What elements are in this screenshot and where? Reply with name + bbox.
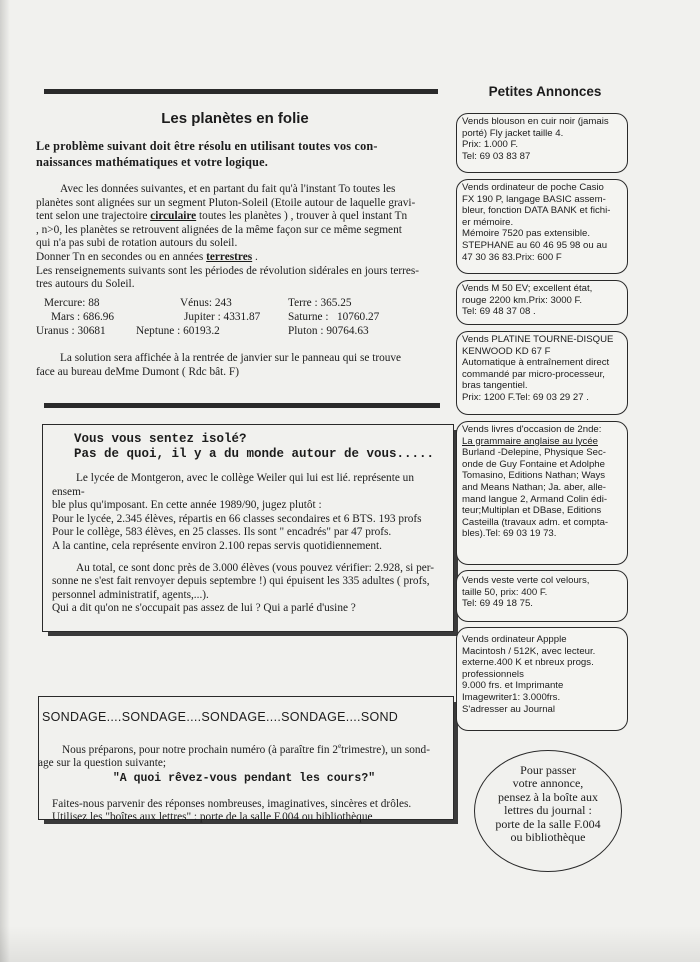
planet-period: 10760.27 — [336, 311, 380, 323]
ad-veste — [456, 570, 628, 622]
sondage-body — [38, 740, 450, 825]
bubble-line: pensez à la boîte aux — [498, 789, 598, 804]
annonce-bubble-text — [474, 764, 622, 844]
period-pluton: Pluton : 90764.63 — [288, 325, 369, 337]
ad-line: Vends veste verte col velours, — [462, 575, 590, 586]
planet-name: Terre — [288, 297, 312, 309]
planet-period: 686.96 — [83, 311, 115, 323]
superscript: e — [338, 742, 342, 750]
ad-line: KENWOOD KD 67 F — [462, 345, 551, 357]
text-line: Utilisez les "boîtes aux lettres" : porte de la salle F.004 ou bibliothèque — [52, 811, 373, 824]
ad-line: La grammaire anglaise au lycée — [462, 435, 598, 447]
ad-line: Tel: 69 49 18 75. — [462, 598, 533, 610]
ad-line: Prix: 1200 F.Tel: 69 03 29 27 . — [462, 391, 589, 403]
planet-name: Saturne — [288, 311, 323, 323]
ad-line: Casteilla (travaux adm. et compta- — [462, 516, 609, 528]
isole-paragraph — [52, 562, 444, 616]
text-line — [36, 210, 441, 224]
bubble-line: lettres du journal : — [504, 803, 592, 818]
heading-line: Vous vous sentez isolé? — [74, 432, 247, 446]
planet-name: Neptune — [136, 325, 175, 337]
planetes-title: Les planètes en folie — [161, 110, 309, 127]
underlined-word: terrestres — [206, 250, 253, 263]
bubble-line: porte de la salle F.004 — [495, 816, 601, 831]
ad-line: Vends blouson en cuir noir (jamais — [462, 116, 609, 127]
text-line: Au total, ce sont donc près de 3.000 élèves (vous pouvez vérifier: 2.928, si per- — [76, 561, 435, 574]
ad-line: porté) Fly jacket taille 4. — [462, 127, 564, 139]
ad-line: S'adresser au Journal — [462, 703, 556, 715]
ad-line: onde de Guy Fontaine et Adolphe — [462, 458, 605, 470]
ad-line: bras tangentiel. — [462, 380, 528, 392]
period-mars: Mars : 686.96 — [51, 311, 115, 323]
period-jupiter: Jupiter : 4331.87 — [184, 311, 261, 323]
ad-line: taille 50, prix: 400 F. — [462, 586, 548, 598]
ad-line: er mémoire. — [462, 216, 514, 228]
ad-line: and Means Nathan; Ja. aber, alle- — [462, 481, 606, 493]
period-venus: Vénus: 243 — [180, 297, 232, 309]
text-span: trimestre), un sond- — [341, 743, 430, 756]
ad-line: commandé par micro-processeur, — [462, 368, 605, 380]
text-line: qui n'a pas subi de rotation autours du soleil. — [36, 237, 238, 250]
text-line: Qui a dit qu'on ne s'occupait pas assez de lui ? Qui a parlé d'usine ? — [52, 602, 356, 615]
text-line: Faites-nous parvenir des réponses nombreuses, imaginatives, sincères et drôles. — [52, 797, 412, 810]
ad-macintosh — [456, 627, 628, 731]
solution-note — [36, 352, 441, 379]
ad-line: Macintosh / 512K, avec lecteur. — [462, 645, 596, 657]
text-line: Le lycée de Montgeron, avec le collège Weiler qui lui est lié. représente un ensem- — [52, 472, 414, 498]
annonces-title: Petites Annonces — [488, 84, 602, 99]
intro-line: naissances mathématiques et votre logique. — [36, 155, 268, 169]
period-mercure: Mercure: 88 — [44, 297, 100, 309]
ad-line: FX 190 P, langage BASIC assem- — [462, 193, 606, 205]
planet-period: 90764.63 — [326, 325, 369, 337]
isole-heading — [74, 432, 434, 462]
planet-name: Jupiter — [184, 311, 215, 323]
text-span: toutes les planètes ) , trouver à quel instant Tn — [196, 210, 408, 223]
text-line: , n>0, les planètes se retrouvent alignées de la même façon sur ce même segment — [36, 223, 402, 236]
ad-line: Vends PLATINE TOURNE-DISQUE — [462, 334, 614, 345]
planet-period: 88 — [88, 297, 100, 309]
text-line: Les renseignements suivants sont les périodes de révolution sidérales en jours terres- — [36, 264, 420, 277]
text-line: age sur la question suivante; — [38, 757, 167, 770]
planet-period: 365.25 — [320, 297, 352, 309]
ad-line: Tomasino, Editions Nathan; Ways — [462, 470, 606, 482]
ad-line: Tel: 69 03 83 87 — [462, 150, 531, 162]
ad-livres — [456, 421, 628, 565]
text-line: tres autours du Soleil. — [36, 278, 135, 291]
ad-line: Tel: 69 48 37 08 . — [462, 306, 536, 318]
ad-line: externe.400 K et nbreux progs. — [462, 657, 594, 669]
ad-blouson — [456, 113, 628, 173]
text-line — [36, 251, 441, 265]
text-span: Nous préparons, pour notre prochain numéro (à paraître fin 2 — [62, 743, 339, 756]
planet-period: 30681 — [77, 325, 106, 337]
page-bottom-shadow — [0, 926, 700, 962]
ad-line: Vends ordinateur de poche Casio — [462, 182, 604, 193]
planet-period: 4331.87 — [223, 311, 261, 323]
underlined-word: circulaire — [150, 210, 197, 223]
planet-period: 243 — [214, 297, 232, 309]
text-line: ble plus qu'imposant. En cette année 1989/90, jugez plutôt : — [52, 499, 322, 512]
period-uranus: Uranus : 30681 — [36, 325, 106, 337]
ad-line: Imagewriter1: 3.000frs. — [462, 691, 561, 703]
isole-body — [52, 472, 444, 622]
ad-line: bles).Tel: 69 03 19 73. — [462, 528, 557, 540]
text-line — [38, 740, 450, 757]
text-span: Donner Tn en secondes ou en années — [36, 250, 207, 263]
text-line: Pour le collège, 583 élèves, en 25 classes. Ils sont " encadrés" par 47 profs. — [52, 526, 392, 539]
sondage-banner: SONDAGE....SONDAGE....SONDAGE....SONDAGE....SOND — [42, 710, 399, 724]
planetes-paragraph — [36, 183, 441, 292]
text-line: La solution sera affichée à la rentrée de janvier sur le panneau qui se trouve — [60, 352, 402, 364]
planet-name: Uranus — [36, 325, 69, 337]
planet-name: Mercure — [44, 297, 83, 309]
text-span: tent selon une trajectoire — [36, 210, 151, 223]
ad-line: Vends livres d'occasion de 2nde: — [462, 424, 602, 435]
ad-moto — [456, 280, 628, 325]
text-line: A la cantine, cela représente environ 2.100 repas servis quotidiennement. — [52, 539, 383, 552]
top-rule — [44, 89, 438, 94]
planet-period: 60193.2 — [183, 325, 220, 337]
planet-name: Vénus — [180, 297, 209, 309]
planet-name: Pluton — [288, 325, 318, 337]
bubble-line: ou bibliothèque — [510, 830, 586, 845]
isole-paragraph — [52, 472, 444, 554]
text-line: face au bureau deMme Dumont ( Rdc bât. F) — [36, 365, 239, 378]
period-terre: Terre : 365.25 — [288, 297, 352, 309]
ad-line: Mémoire 7520 pas extensible. — [462, 228, 590, 240]
ad-line: 9.000 frs. et Imprimante — [462, 680, 564, 692]
ad-casio — [456, 179, 628, 274]
ad-line: mand langue 2, Armand Colin édi- — [462, 493, 608, 505]
bubble-line: Pour passer — [520, 763, 576, 777]
intro-line: Le problème suivant doit être résolu en utilisant toutes vos con- — [36, 139, 378, 153]
text-line: planètes sont alignées sur un segment Pluton-Soleil (Etoile autour de laquelle gravi- — [36, 196, 416, 209]
ad-line: bleur, fonction DATA BANK et fichi- — [462, 205, 611, 217]
heading-line: Pas de quoi, il y a du monde autour de vous..... — [74, 447, 435, 461]
ad-line: 47 30 36 83.Prix: 600 F — [462, 251, 562, 263]
text-line: sonne ne s'est fait renvoyer depuis septembre !) qui épuisent les 335 adultes ( profs, — [52, 575, 430, 588]
ad-line: Burland -Delepine, Physique Sec- — [462, 447, 606, 459]
ad-line: Vends ordinateur Appple — [462, 634, 567, 645]
ad-line: professionnels — [462, 668, 524, 680]
page-edge — [0, 0, 10, 962]
ad-line: rouge 2200 km.Prix: 3000 F. — [462, 294, 582, 306]
planet-name: Mars — [51, 311, 75, 323]
period-neptune: Neptune : 60193.2 — [136, 325, 220, 337]
ad-line: Vends M 50 EV; excellent état, — [462, 283, 593, 294]
text-line: personnel administratif, agents,...). — [52, 588, 209, 601]
text-span: . — [252, 250, 258, 263]
ad-line: teur;Multiplan et DBase, Editions — [462, 505, 602, 517]
ad-line: STEPHANE au 60 46 95 98 ou au — [462, 239, 608, 251]
mid-rule — [44, 403, 440, 408]
ad-platine — [456, 331, 628, 415]
text-line: Avec les données suivantes, et en partant du fait qu'à l'instant To toutes les — [60, 183, 396, 195]
sondage-question: "A quoi rêvez-vous pendant les cours?" — [112, 771, 376, 785]
ad-line: Prix: 1.000 F. — [462, 139, 518, 151]
bubble-line: votre annonce, — [512, 776, 584, 791]
text-line: Pour le lycée, 2.345 élèves, répartis en 66 classes secondaires et 6 BTS. 193 profs — [52, 512, 422, 525]
planetes-intro — [36, 138, 431, 170]
ad-line: Automatique à entraînement direct — [462, 357, 610, 369]
period-saturne: Saturne : 10760.27 — [288, 311, 380, 323]
